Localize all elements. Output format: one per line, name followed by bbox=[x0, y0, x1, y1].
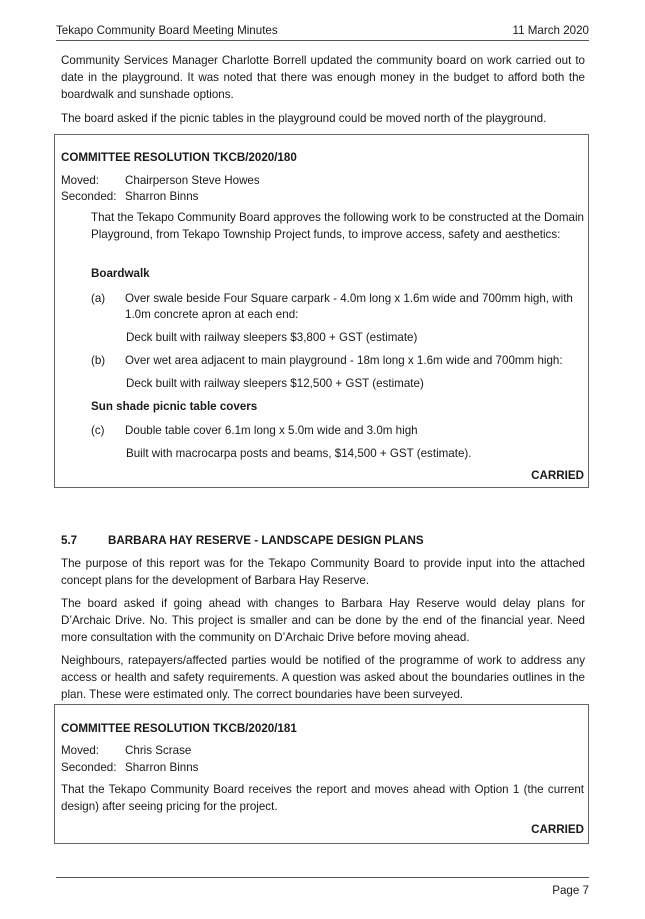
item-b-line-1: Over wet area adjacent to main playground - 18m long x 1.6m wide and 700mm high: bbox=[125, 354, 563, 367]
seconded-label: Seconded: bbox=[61, 190, 117, 203]
item-marker-c: (c) bbox=[91, 424, 105, 437]
moved-label: Moved: bbox=[61, 174, 100, 187]
carried-status: CARRIED bbox=[531, 469, 584, 482]
item-marker-b: (b) bbox=[91, 354, 106, 367]
item-a-line-1: Over swale beside Four Square carpark - 4.0m long x 1.6m wide and 700mm high, with bbox=[125, 292, 573, 305]
resolution-body: That the Tekapo Community Board approves the following work to be constructed at the Domain Playground, from Tekapo Township Project funds, to improve access, safety and aesthetics: bbox=[91, 211, 584, 241]
section-paragraph-1: The purpose of this report was for the Tekapo Community Board to provide input into the attached concept plans for the development of Barbara Hay Reserve. bbox=[61, 557, 585, 587]
section-paragraph-3: Neighbours, ratepayers/affected parties would be notified of the programme of work to address any access or health and safety requirements. A question was asked about the boundaries outlines in the plan. These were estimated only. The correct boundaries have been surveyed. bbox=[61, 654, 585, 701]
committee-resolution-box-180 bbox=[54, 134, 589, 488]
moved-label: Moved: bbox=[61, 744, 100, 757]
moved-value: Chairperson Steve Howes bbox=[125, 174, 260, 187]
moved-value: Chris Scrase bbox=[125, 744, 192, 757]
resolution-title: COMMITTEE RESOLUTION TKCB/2020/181 bbox=[61, 722, 297, 735]
section-number: 5.7 bbox=[61, 534, 78, 547]
intro-paragraph-1: Community Services Manager Charlotte Borrell updated the community board on work carried out to date in the playground. It was noted that there was enough money in the budget to afford both the boardwalk and sunshade options. bbox=[61, 54, 585, 101]
meeting-date: 11 March 2020 bbox=[512, 24, 589, 37]
item-a-detail: Deck built with railway sleepers $3,800 + GST (estimate) bbox=[126, 331, 418, 344]
resolution-title: COMMITTEE RESOLUTION TKCB/2020/180 bbox=[61, 151, 297, 164]
page-number: Page 7 bbox=[552, 884, 589, 897]
page-header bbox=[56, 22, 589, 41]
boardwalk-heading: Boardwalk bbox=[91, 267, 150, 280]
sunshade-heading: Sun shade picnic table covers bbox=[91, 400, 258, 413]
item-marker-a: (a) bbox=[91, 292, 106, 305]
item-c-line-1: Double table cover 6.1m long x 5.0m wide and 3.0m high bbox=[125, 424, 418, 437]
item-b-detail: Deck built with railway sleepers $12,500 + GST (estimate) bbox=[126, 377, 424, 390]
section-paragraph-2: The board asked if going ahead with changes to Barbara Hay Reserve would delay plans for D’Archaic Drive. No. This project is smaller and can be done by the end of the financial year. Need more consultation with the community on D’Archaic Drive before moving ahead. bbox=[61, 597, 585, 644]
intro-paragraph-2: The board asked if the picnic tables in the playground could be moved north of the playground. bbox=[61, 112, 547, 125]
carried-status: CARRIED bbox=[531, 823, 584, 836]
resolution-body: That the Tekapo Community Board receives the report and moves ahead with Option 1 (the current design) after seeing pricing for the project. bbox=[61, 783, 584, 813]
item-a-line-2: 1.0m concrete apron at each end: bbox=[125, 308, 299, 321]
seconded-value: Sharron Binns bbox=[125, 761, 199, 774]
seconded-label: Seconded: bbox=[61, 761, 117, 774]
item-c-detail: Built with macrocarpa posts and beams, $14,500 + GST (estimate). bbox=[126, 447, 472, 460]
committee-resolution-box-181 bbox=[54, 704, 589, 844]
section-title: BARBARA HAY RESERVE - LANDSCAPE DESIGN PLANS bbox=[108, 534, 424, 547]
seconded-value: Sharron Binns bbox=[125, 190, 199, 203]
document-title: Tekapo Community Board Meeting Minutes bbox=[56, 24, 278, 37]
page-footer bbox=[56, 877, 589, 897]
